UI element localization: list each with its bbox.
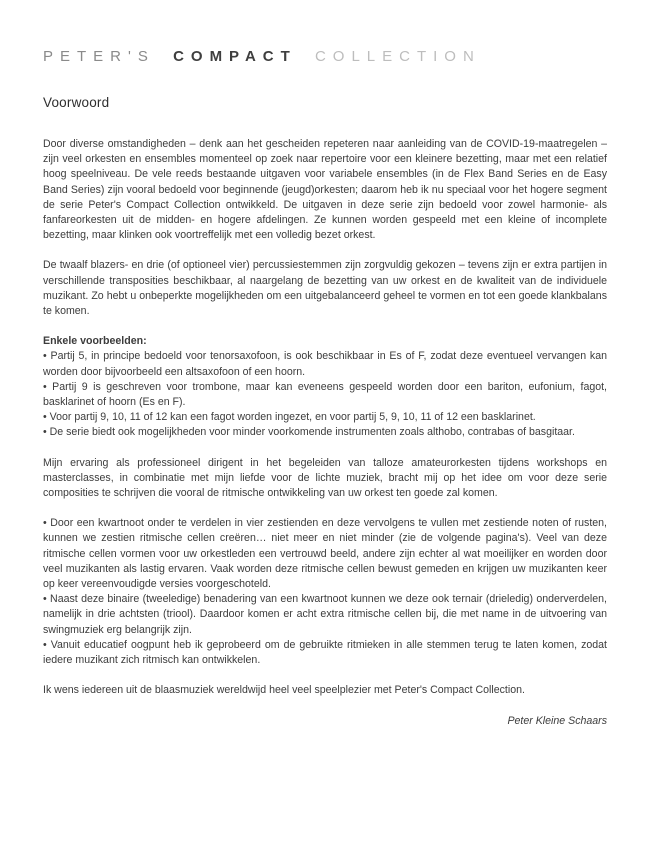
- series-logo: [43, 48, 607, 65]
- closing-paragraph: Ik wens iedereen uit de blaasmuziek wereldwijd heel veel speelplezier met Peter's Compact Collection.: [43, 684, 525, 697]
- example-bullet-1: • Partij 5, in principe bedoeld voor tenorsaxofoon, is ook beschikbaar in Es of F, zodat deze eventueel vervangen kan worden door bijvoorbeeld een altsaxofoon of een hoorn.: [43, 350, 607, 378]
- example-bullet-3: • Voor partij 9, 10, 11 of 12 kan een fagot worden ingezet, en voor partij 5, 9, 10, 11 of 12 een basklarinet.: [43, 411, 536, 424]
- rhythm-bullet-2: • Naast deze binaire (tweeledige) benadering van een kwartnoot kunnen we deze ook ternair (drieledig) onderverdelen, namelijk in drie achtsten (triool). Daardoor komen er acht extra ritmische cellen bij, die met name in de uitvoering van swingmuziek erg belangrijk zijn.: [43, 593, 607, 636]
- page-title: Voorwoord: [43, 95, 110, 110]
- rhythm-bullet-1: • Door een kwartnoot onder te verdelen in vier zestienden en deze vervolgens te vullen met zestiende noten of rusten, kunnen we zestien ritmische cellen creëren… niet meer en niet minder (zie de volgende pagina's). Veel van deze ritmische cellen vormen voor uw orkestleden een vertrouwd beeld, andere zijn echter al wat moeilijker en worden door veel muzikanten als lastig ervaren. Vaak worden deze ritmische cellen bewust gemeden en krijgen uw muzikanten keer op keer vereenvoudigde versies voorgeschoteld.: [43, 517, 607, 591]
- examples-heading: Enkele voorbeelden:: [43, 335, 147, 348]
- logo-peters-text: PETER'S: [43, 48, 155, 65]
- author-signature: Peter Kleine Schaars: [507, 714, 607, 727]
- logo-collection-text: COLLECTION: [314, 48, 481, 65]
- experience-paragraph: Mijn ervaring als professioneel dirigent in het begeleiden van talloze amateurorkesten tijdens workshops en masterclasses, in combinatie met mijn liefde voor de lichte muziek, bracht mij op het idee om voor deze serie composities te schrijven die vooral de ritmische ontwikkeling van uw orkest ten goede zal komen.: [43, 456, 607, 500]
- intro-paragraph-1: Door diverse omstandigheden – denk aan het gescheiden repeteren naar aanleiding van de COVID-19-maatregelen – zijn veel orkesten en ensembles momenteel op zoek naar repertoire voor een kleinere bezetting, maar met een relatief hoog speelniveau. De vele reeds bestaande uitgaven voor variabele ensembles (in de Flex Band Series en de Easy Band Series) zijn vooral bedoeld voor beginnende (jeugd)orkesten; daarom heb ik nu speciaal voor het hogere segment de serie Peter's Compact Collection ontwikkeld. De uitgaven in deze serie zijn bedoeld voor zowel harmonie- als fanfareorkesten uit de midden- en hogere afdelingen. Ze kunnen worden gespeeld met een kleine of incomplete bezetting, maar klinken ook voortreffelijk met een volledig bezet orkest.: [43, 138, 607, 242]
- example-bullet-4: • De serie biedt ook mogelijkheden voor minder voorkomende instrumenten zoals althobo, contrabas of basgitaar.: [43, 426, 575, 439]
- logo-compact-text: COMPACT: [173, 48, 297, 65]
- rhythm-bullet-3: • Vanuit educatief oogpunt heb ik geprobeerd om de gebruikte ritmieken in alle stemmen terug te laten komen, zodat iedere muzikant zich ritmisch kan ontwikkelen.: [43, 638, 607, 667]
- intro-paragraph-2: De twaalf blazers- en drie (of optioneel vier) percussiestemmen zijn zorgvuldig gekozen – tevens zijn er extra partijen in verschillende transposities beschikbaar, al naargelang de bezetting van uw orkest en de kwaliteit van de individuele muzikant. Zo hebt u onbeperkte mogelijkheden om een uitgebalanceerd geheel te vormen en tot een goede klankbalans te komen.: [43, 259, 607, 318]
- example-bullet-2: • Partij 9 is geschreven voor trombone, maar kan eveneens gespeeld worden door een bariton, eufonium, fagot, basklarinet of hoorn (Es en F).: [43, 380, 607, 409]
